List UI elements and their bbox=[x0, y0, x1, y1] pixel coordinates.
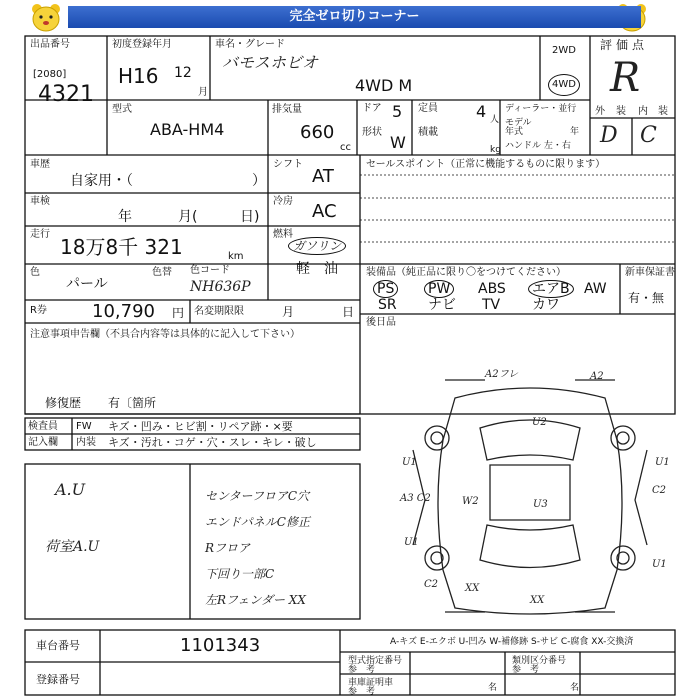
shape-label: 形状 bbox=[362, 127, 382, 138]
history-close: ） bbox=[252, 173, 266, 189]
first-registration-label: 初度登録年月 bbox=[112, 39, 172, 50]
warranty-label: 新車保証書 bbox=[625, 267, 675, 278]
name-change-label: 名変期限限 bbox=[194, 306, 244, 317]
history-value: 自家用・（ bbox=[70, 173, 133, 189]
mileage-label: 走行 bbox=[30, 229, 50, 240]
note-right-3: Rフロア bbox=[205, 541, 251, 555]
garage-cert-label: 車庫証明車 bbox=[348, 678, 394, 688]
model-type-label: 型式 bbox=[112, 104, 132, 115]
damage-legend: A-キズ E-エクボ U-凹み W-補修跡 S-サビ C-腐食 XX-交換済 bbox=[390, 637, 634, 647]
unit-1: 名 bbox=[488, 683, 498, 693]
diagram-note-11: XX bbox=[465, 583, 480, 594]
diagram-note-8: W2 bbox=[462, 496, 479, 507]
diagram-note-6: A3 C2 bbox=[400, 493, 431, 504]
grade: 4WD M bbox=[355, 76, 413, 95]
model-type: ABA-HM4 bbox=[150, 120, 225, 139]
notes-label: 注意事項申告欄（不具合内容等は具体的に記入して下さい） bbox=[30, 329, 300, 340]
capacity: 4 bbox=[476, 102, 487, 121]
equip-pw-circled: PW bbox=[424, 280, 454, 298]
chassis-label: 車台番号 bbox=[36, 639, 80, 652]
registration-era: H16 bbox=[118, 64, 159, 88]
inspection-label: 車検 bbox=[30, 196, 50, 207]
shift-label: シフト bbox=[273, 159, 303, 170]
interior-grade: C bbox=[640, 123, 657, 148]
note-left-1: A.U bbox=[55, 480, 86, 499]
fuel-diesel: 軽 油 bbox=[296, 261, 338, 277]
year-unit: 年 bbox=[570, 127, 580, 137]
diagram-note-13: C2 bbox=[424, 579, 439, 590]
lot-number-label: 出品番号 bbox=[30, 39, 70, 50]
sales-point-label: セールスポイント（正常に機能するものに限ります） bbox=[366, 159, 606, 170]
interior-label-2: 装 bbox=[658, 106, 668, 117]
equip-aw: AW bbox=[584, 281, 607, 297]
repair-history-value: 有〔箇所 bbox=[108, 396, 157, 410]
equipment-label: 装備品（純正品に限り〇をつけてください） bbox=[366, 267, 566, 278]
inspector-label: 検査員 bbox=[28, 421, 58, 432]
score-label: 評価点 bbox=[600, 38, 649, 52]
cc-unit: cc bbox=[340, 142, 351, 153]
overall-score: R bbox=[610, 55, 641, 101]
drive-4wd-circled: 4WD bbox=[548, 74, 580, 96]
displacement-label: 排気量 bbox=[272, 104, 302, 115]
fuel-label: 燃料 bbox=[273, 229, 293, 240]
equip-airbag-circled: エアB bbox=[528, 280, 574, 298]
inspector-row-text: キズ・凹み・ヒビ割・リペア跡・×要 bbox=[108, 420, 293, 433]
cooler-label: 冷房 bbox=[273, 196, 293, 207]
registration-month: 12 bbox=[174, 65, 192, 81]
month-unit: 月 bbox=[198, 87, 208, 98]
weight-label: 積載 bbox=[418, 127, 438, 138]
entry-label: 記入欄 bbox=[28, 437, 58, 448]
inspection-month: 月( bbox=[178, 209, 198, 225]
form-ref-label: 参 考 bbox=[348, 665, 376, 675]
name-change-day: 日 bbox=[342, 305, 355, 319]
registration-number-label: 登録番号 bbox=[36, 673, 80, 686]
color-label: 色 bbox=[30, 267, 40, 278]
diagram-note-1: A2フレ bbox=[485, 369, 519, 380]
garage-ref-label: 参 考 bbox=[348, 687, 376, 697]
lot-bracket: [2080] bbox=[33, 69, 67, 80]
model-year-label: モデル 年式 bbox=[505, 118, 532, 137]
dealer-label: ディーラー・並行 bbox=[505, 104, 577, 114]
car-name: バモスホビオ bbox=[222, 53, 319, 72]
persons-unit: 人 bbox=[490, 115, 500, 125]
repair-history-label: 修復歴 bbox=[45, 396, 82, 410]
interior-label-1: 内 bbox=[638, 106, 648, 117]
body-shape: W bbox=[390, 133, 406, 152]
equip-navi: ナビ bbox=[428, 297, 456, 313]
history-label: 車歴 bbox=[30, 159, 50, 170]
equip-abs: ABS bbox=[478, 281, 506, 297]
shift-value: AT bbox=[312, 166, 334, 187]
fw-label: FW bbox=[76, 421, 92, 432]
color-value: パール bbox=[66, 276, 108, 292]
interior-tag-label: 内装 bbox=[76, 437, 96, 448]
equip-leather: カワ bbox=[532, 297, 560, 313]
drive-2wd: 2WD bbox=[552, 45, 576, 56]
diagram-note-14: U1 bbox=[652, 559, 667, 570]
handle-label: ハンドル 左・右 bbox=[505, 141, 571, 151]
exterior-label-1: 外 bbox=[595, 106, 605, 117]
note-right-1: センターフロアC穴 bbox=[205, 489, 310, 503]
car-name-label: 車名・グレード bbox=[215, 39, 285, 50]
note-left-2: 荷室A.U bbox=[45, 539, 100, 555]
lot-number: 4321 bbox=[38, 82, 94, 107]
mileage-value: 18万8千 321 bbox=[60, 235, 183, 259]
unit-2: 名 bbox=[570, 683, 580, 693]
name-change-month: 月 bbox=[282, 305, 295, 319]
equip-sr: SR bbox=[378, 297, 397, 313]
color-code: NH636P bbox=[190, 279, 251, 295]
recycle-amount: 10,790 bbox=[92, 301, 155, 322]
diagram-note-9: U3 bbox=[533, 499, 548, 510]
warranty-value: 有・無 bbox=[628, 291, 665, 305]
diagram-note-3: U2 bbox=[532, 417, 547, 428]
doors-label: ドア bbox=[362, 103, 382, 114]
color-code-label: 色コード bbox=[190, 265, 230, 276]
class-number-label: 類別区分番号 bbox=[512, 656, 567, 666]
exterior-grade: D bbox=[600, 123, 618, 148]
diagram-note-5: U1 bbox=[655, 457, 670, 468]
doors: 5 bbox=[392, 102, 403, 121]
km-unit: km bbox=[228, 251, 244, 262]
note-right-5: 左Rフェンダー XX bbox=[205, 593, 306, 607]
fuel-gasoline-circled: ガソリン bbox=[288, 237, 346, 255]
diagram-note-10: U1 bbox=[404, 537, 419, 548]
capacity-label: 定員 bbox=[418, 103, 438, 114]
interior-row-text: キズ・汚れ・コゲ・穴・スレ・キレ・破し bbox=[108, 436, 317, 449]
equip-ps-circled: PS bbox=[373, 280, 398, 298]
inspection-day: 日) bbox=[240, 209, 260, 225]
recycle-label: R券 bbox=[30, 305, 47, 316]
rear-seat-label: 後日品 bbox=[366, 317, 396, 328]
diagram-note-2: A2 bbox=[590, 371, 604, 382]
diagram-note-12: XX bbox=[530, 595, 545, 606]
form-number-label: 型式指定番号 bbox=[348, 656, 403, 666]
kg-unit: kg bbox=[490, 145, 501, 155]
displacement: 660 bbox=[300, 122, 335, 143]
chassis-number: 1101343 bbox=[180, 635, 261, 656]
equip-tv: TV bbox=[482, 297, 501, 313]
sheet-title: 完全ゼロ切りコーナー bbox=[68, 6, 641, 28]
diagram-note-4: U1 bbox=[402, 457, 417, 468]
diagram-note-7: C2 bbox=[652, 485, 667, 496]
cooler-value: AC bbox=[312, 201, 337, 222]
note-right-2: エンドパネルC修正 bbox=[205, 515, 310, 529]
color-change-label: 色替 bbox=[152, 267, 172, 278]
inspection-year: 年 bbox=[118, 209, 132, 225]
note-right-4: 下回り一部C bbox=[205, 567, 275, 581]
exterior-label-2: 装 bbox=[616, 106, 626, 117]
yen-unit: 円 bbox=[172, 306, 185, 320]
class-ref-label: 参 考 bbox=[512, 665, 540, 675]
